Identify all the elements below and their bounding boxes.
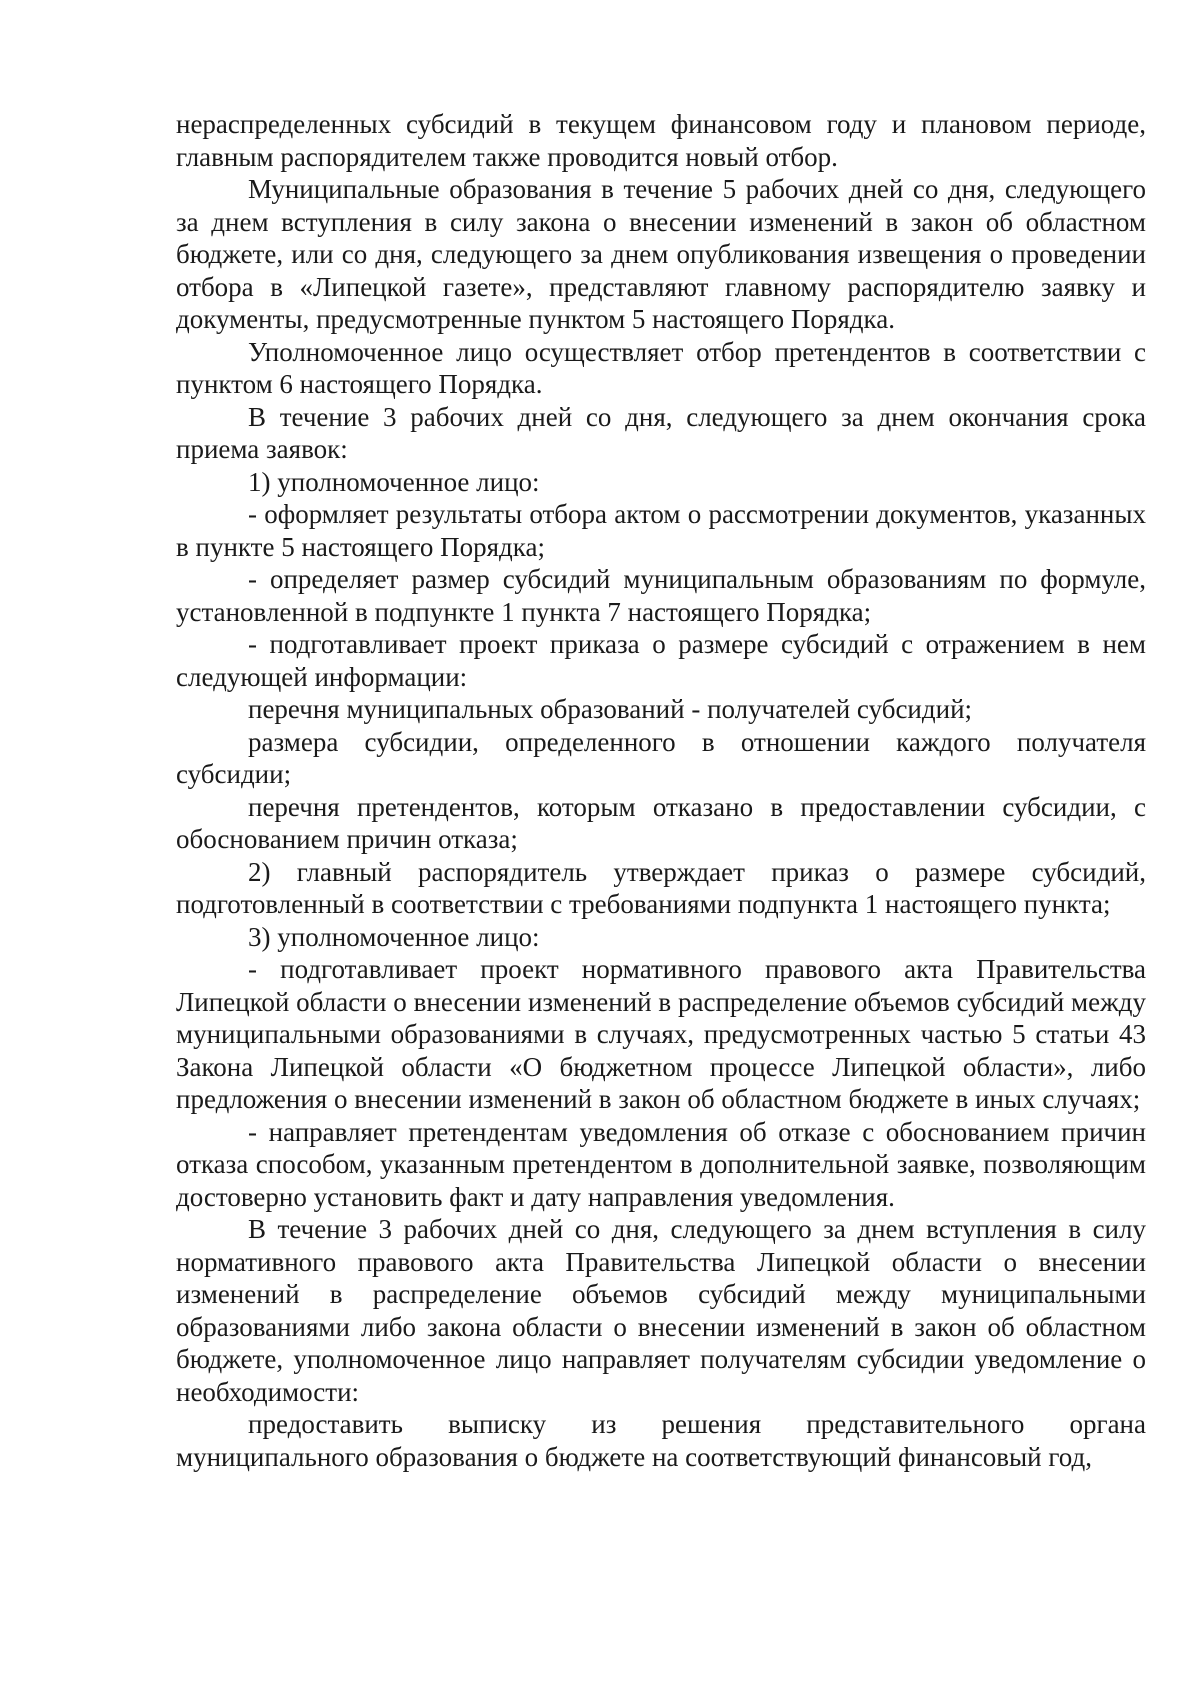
paragraph-15: - направляет претендентам уведомления об отказе с обоснованием причин отказа способом, указанным претендентом в дополнительной заявке, позволяющим достоверно установить факт и дату направления уведомления. — [176, 1116, 1146, 1212]
paragraph-8: - подготавливает проект приказа о размере субсидий с отражением в нем следующей информации: — [176, 629, 1146, 692]
paragraph-9: перечня муниципальных образований - получателей субсидий; — [248, 694, 973, 724]
paragraph-2: Муниципальные образования в течение 5 рабочих дней со дня, следующего за днем вступления в силу закона о внесении изменений в закон об областном бюджете, или со дня, следующего за днем опубликования извещения о проведении отбора в «Липецкой газете», представляют главному распорядителю заявку и документы, предусмотренные пунктом 5 настоящего Порядка. — [176, 174, 1146, 334]
paragraph-14: - подготавливает проект нормативного правового акта Правительства Липецкой области о внесении изменений в распределение объемов субсидий между муниципальными образованиями в случаях, предусмотренных частью 5 статьи 43 Закона Липецкой области «О бюджетном процессе Липецкой области», либо предложения о внесении изменений в закон об областном бюджете в иных случаях; — [176, 954, 1146, 1114]
paragraph-11: перечня претендентов, которым отказано в предоставлении субсидии, с обоснованием причин отказа; — [176, 791, 1146, 854]
paragraph-12: 2) главный распорядитель утверждает приказ о размере субсидий, подготовленный в соответствии с требованиями подпункта 1 настоящего пункта; — [176, 856, 1146, 919]
paragraph-7: - определяет размер субсидий муниципальным образованиям по формуле, установленной в подпункте 1 пункта 7 настоящего Порядка; — [176, 564, 1146, 627]
paragraph-17: предоставить выписку из решения представительного органа муниципального образования о бюджете на соответствующий финансовый год, — [176, 1409, 1146, 1472]
paragraph-13: 3) уполномоченное лицо: — [248, 921, 540, 952]
paragraph-6: - оформляет результаты отбора актом о рассмотрении документов, указанных в пункте 5 настоящего Порядка; — [176, 499, 1146, 562]
paragraph-16: В течение 3 рабочих дней со дня, следующего за днем вступления в силу нормативного правового акта Правительства Липецкой области о внесении изменений в распределение объемов субсидий между муниципальными образованиями либо закона области о внесении изменений в закон об областном бюджете, уполномоченное лицо направляет получателям субсидии уведомление о необходимости: — [176, 1214, 1146, 1407]
paragraph-10: размера субсидии, определенного в отношении каждого получателя субсидии; — [176, 726, 1146, 789]
paragraph-4: В течение 3 рабочих дней со дня, следующего за днем окончания срока приема заявок: — [176, 401, 1146, 464]
document-text — [176, 108, 1146, 1473]
paragraph-5: 1) уполномоченное лицо: — [248, 466, 540, 497]
paragraph-1: нераспределенных субсидий в текущем финансовом году и плановом периоде, главным распорядителем также проводится новый отбор. — [176, 109, 1146, 172]
paragraph-3: Уполномоченное лицо осуществляет отбор претендентов в соответствии с пунктом 6 настоящего Порядка. — [176, 336, 1146, 399]
